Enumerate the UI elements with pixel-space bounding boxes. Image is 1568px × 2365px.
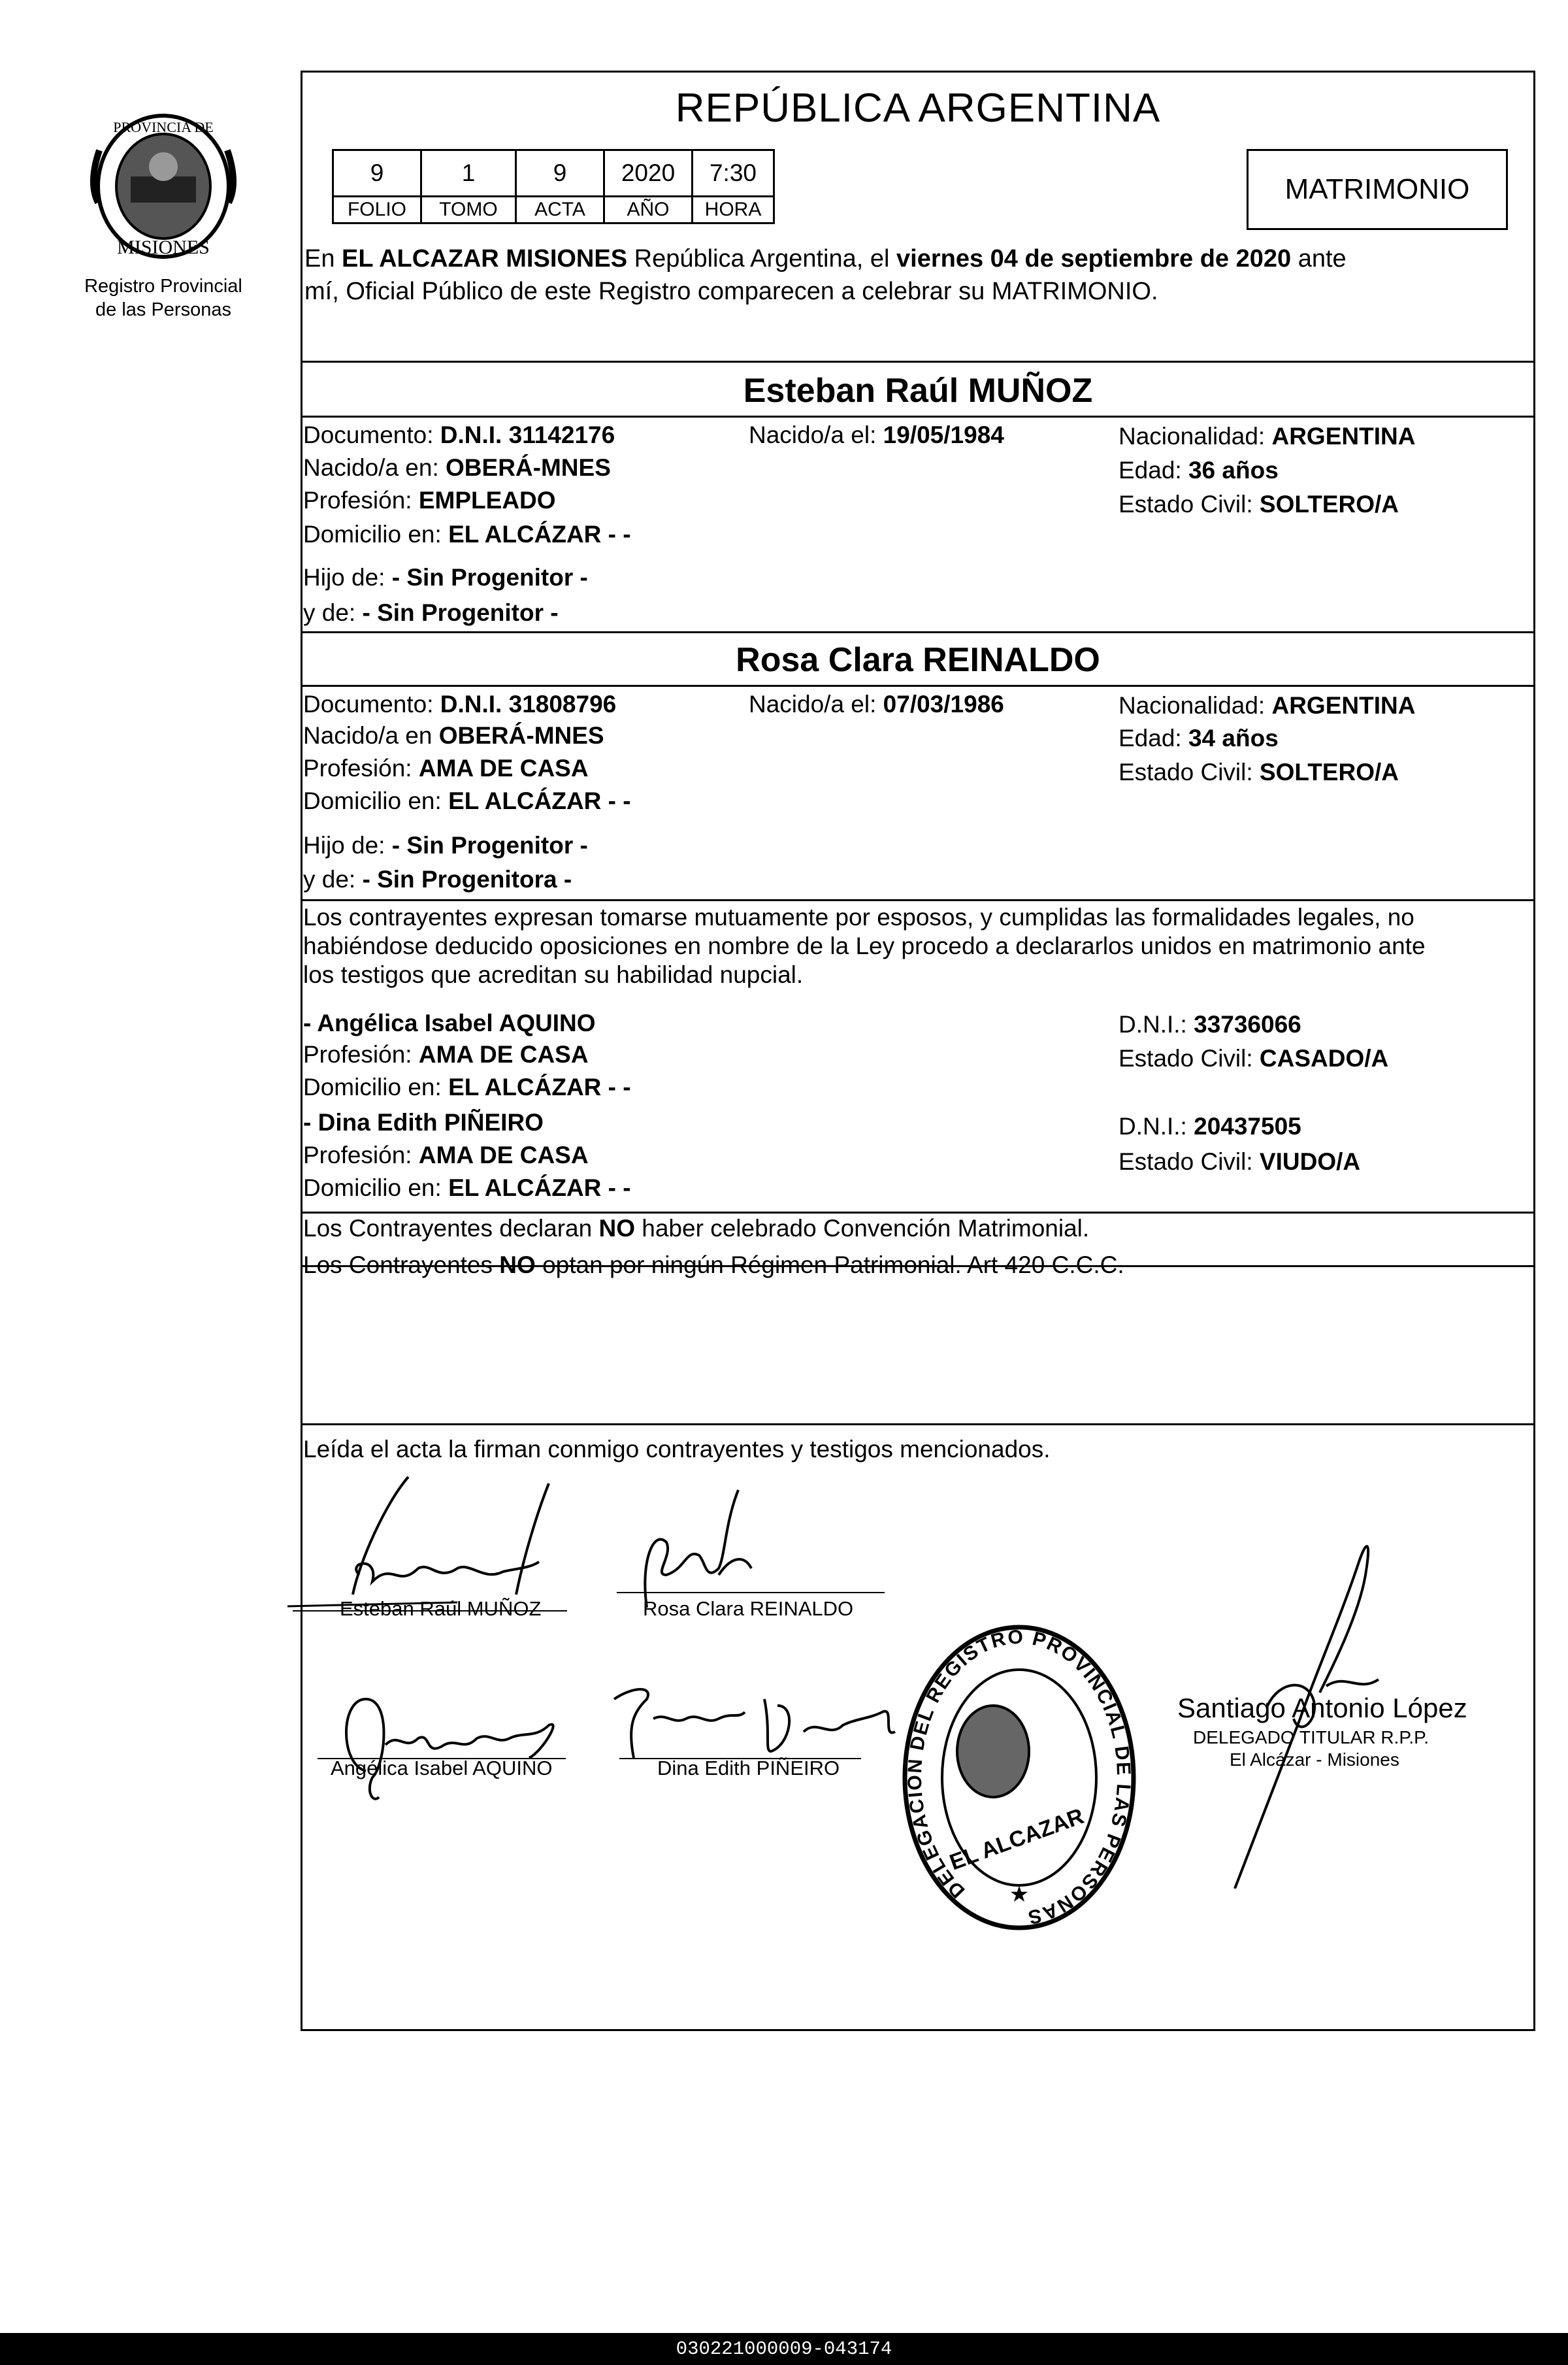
stamp-center-text: EL ALCAZAR xyxy=(946,1803,1087,1876)
field-label: Nacionalidad: xyxy=(1119,423,1272,450)
field-value: ARGENTINA xyxy=(1271,423,1416,450)
spouse2-domicile xyxy=(303,787,631,816)
closing-statement: Leída el acta la firman conmigo contrayentes y testigos mencionados. xyxy=(303,1436,1051,1463)
spouse1-nationality xyxy=(1119,422,1415,451)
field-value: D.N.I. 31808796 xyxy=(440,691,617,718)
ano-label: AÑO xyxy=(604,197,693,223)
acta-value: 9 xyxy=(516,150,604,197)
field-label: Hijo de: xyxy=(303,564,392,591)
field-value: - Sin Progenitor - xyxy=(362,599,559,626)
field-value: 36 años xyxy=(1188,457,1279,484)
field-value: OBERÁ-MNES xyxy=(446,454,611,481)
spouse2-birthplace xyxy=(303,721,604,750)
spouse2-nationality xyxy=(1119,691,1415,720)
signature-label-dina: Dina Edith PIÑEIRO xyxy=(657,1757,840,1779)
document-code: 030221000009-043174 xyxy=(676,2338,892,2360)
regime-line2 xyxy=(303,1251,1124,1280)
svg-text:MISIONES: MISIONES xyxy=(117,237,210,258)
field-label: Nacido/a el: xyxy=(749,691,883,718)
field-value: CASADO/A xyxy=(1259,1045,1389,1072)
intro-text: República Argentina, el xyxy=(627,245,897,273)
divider xyxy=(301,361,1535,363)
field-value: SOLTERO/A xyxy=(1259,491,1399,518)
signature-label-rosa: Rosa Clara REINALDO xyxy=(643,1597,854,1620)
field-value: EL ALCÁZAR - - xyxy=(448,1174,631,1201)
spouse2-birthdate xyxy=(749,690,1004,719)
spouse1-profession xyxy=(303,486,556,515)
spouse2-name: Rosa Clara REINALDO xyxy=(736,641,1100,679)
field-label: y de: xyxy=(303,866,363,893)
intro-date: viernes 04 de septiembre de 2020 xyxy=(896,245,1292,273)
intro-place: EL ALCAZAR MISIONES xyxy=(342,245,628,273)
witness2-profession xyxy=(303,1141,589,1170)
regime-emphasis: NO xyxy=(499,1251,536,1278)
officer-title: DELEGADO TITULAR R.P.P. xyxy=(1193,1727,1429,1747)
act-type-label: MATRIMONIO xyxy=(1284,173,1470,205)
divider xyxy=(301,685,1535,687)
folio-value: 9 xyxy=(333,150,421,197)
spouse2-document xyxy=(303,690,616,719)
field-label: Domicilio en: xyxy=(303,521,449,548)
regime-text: optan por ningún Régimen Patrimonial. Art 420 C.C.C. xyxy=(535,1251,1124,1278)
field-label: Nacido/a en: xyxy=(303,454,446,481)
field-value: EL ALCÁZAR - - xyxy=(448,521,631,548)
witness1-domicile xyxy=(303,1073,631,1102)
spouse1-document xyxy=(303,421,615,450)
field-label: Domicilio en: xyxy=(303,787,449,814)
field-value: AMA DE CASA xyxy=(418,1041,589,1068)
regime-emphasis: NO xyxy=(598,1215,635,1242)
field-label: Edad: xyxy=(1119,457,1188,484)
witness2-dni xyxy=(1119,1112,1301,1141)
hora-label: HORA xyxy=(693,197,774,223)
ano-value: 2020 xyxy=(604,150,693,197)
field-label: Documento: xyxy=(303,691,440,718)
spouse1-birthplace xyxy=(303,454,611,482)
officer-place: El Alcázar - Misiones xyxy=(1230,1749,1399,1770)
declaration-line1: Los contrayentes expresan tomarse mutuamente por esposos, y cumplidas las formalidades legales, no xyxy=(303,904,1414,931)
spouse2-age xyxy=(1119,724,1279,753)
signature-rosa xyxy=(627,1483,784,1614)
acta-label: ACTA xyxy=(516,197,604,223)
declaration-line2: habiéndose deducido oposiciones en nombre de la Ley procedo a declararlos unidos en matrimonio ante xyxy=(303,933,1426,959)
field-value: - Sin Progenitor - xyxy=(391,564,588,591)
signature-angelica xyxy=(327,1673,588,1804)
spouse2-profession xyxy=(303,754,589,783)
spouse2-civil-status xyxy=(1119,758,1399,787)
spouse1-domicile xyxy=(303,520,631,549)
intro-text: ante xyxy=(1291,245,1347,273)
page-title: REPÚBLICA ARGENTINA xyxy=(675,86,1161,131)
registry-caption-line2: de las Personas xyxy=(95,299,231,320)
spouse1-birthdate xyxy=(749,421,1004,450)
field-value: 19/05/1984 xyxy=(883,422,1004,448)
witness1-dni xyxy=(1119,1010,1301,1039)
witness2-civil-status xyxy=(1119,1148,1360,1176)
field-label: Domicilio en: xyxy=(303,1074,449,1100)
signature-label-angelica: Angélica Isabel AQUINO xyxy=(331,1757,553,1779)
province-seal-logo xyxy=(78,105,248,268)
spouse2-parent1 xyxy=(303,831,588,860)
field-label: Nacido/a en xyxy=(303,722,439,749)
hora-value: 7:30 xyxy=(693,150,774,197)
field-value: 07/03/1986 xyxy=(883,691,1004,718)
field-label: Estado Civil: xyxy=(1119,1045,1260,1072)
regime-text: Los Contrayentes xyxy=(303,1251,500,1278)
regime-text: Los Contrayentes declaran xyxy=(303,1215,599,1242)
field-value: 20437505 xyxy=(1194,1113,1301,1140)
field-value: - Sin Progenitor - xyxy=(391,832,588,859)
field-value: ARGENTINA xyxy=(1271,692,1416,719)
field-label: Edad: xyxy=(1119,725,1188,752)
field-label: Profesión: xyxy=(303,1142,419,1168)
field-label: Documento: xyxy=(303,422,440,448)
witness2-domicile xyxy=(303,1174,631,1202)
field-value: VIUDO/A xyxy=(1259,1148,1361,1175)
divider xyxy=(301,899,1535,901)
intro-text: En xyxy=(304,245,342,273)
stamp-ring-text: DELEGACION DEL REGISTRO PROVINCIAL DE LAS PERSONAS xyxy=(904,1626,1135,1928)
field-value: 33736066 xyxy=(1194,1011,1301,1038)
field-value: - Sin Progenitora - xyxy=(362,866,572,893)
document-code-bar xyxy=(0,2333,1568,2365)
field-label: D.N.I.: xyxy=(1119,1011,1194,1038)
field-value: 34 años xyxy=(1188,725,1279,752)
tomo-value: 1 xyxy=(421,150,516,197)
official-stamp xyxy=(895,1621,1143,1934)
signature-label-esteban: Esteban Raúl MUÑOZ xyxy=(340,1597,542,1620)
witness1-name: - Angélica Isabel AQUINO xyxy=(303,1010,596,1036)
field-label: Domicilio en: xyxy=(303,1174,449,1201)
intro-line2: mí, Oficial Público de este Registro comparecen a celebrar su MATRIMONIO. xyxy=(304,278,1158,305)
spouse1-parent1 xyxy=(303,563,588,592)
tomo-label: TOMO xyxy=(421,197,516,223)
divider xyxy=(301,1423,1535,1425)
field-label: Hijo de: xyxy=(303,832,392,859)
field-value: AMA DE CASA xyxy=(418,1142,589,1168)
field-label: Estado Civil: xyxy=(1119,759,1260,786)
stamp-star: ★ xyxy=(1009,1882,1030,1907)
officer-name: Santiago Antonio López xyxy=(1177,1693,1467,1723)
signature-line xyxy=(617,1592,885,1593)
field-label: D.N.I.: xyxy=(1119,1113,1194,1140)
field-value: EMPLEADO xyxy=(418,487,556,514)
field-value: D.N.I. 31142176 xyxy=(440,422,615,448)
divider xyxy=(301,631,1535,633)
field-label: Profesión: xyxy=(303,487,419,514)
field-label: Profesión: xyxy=(303,755,419,782)
registry-caption-line1: Registro Provincial xyxy=(84,276,242,297)
field-label: Estado Civil: xyxy=(1119,1148,1260,1175)
spouse1-civil-status xyxy=(1119,490,1399,519)
divider xyxy=(301,416,1535,418)
field-label: Nacido/a el: xyxy=(749,422,883,448)
registry-info-table xyxy=(332,149,775,224)
spouse1-name: Esteban Raúl MUÑOZ xyxy=(743,372,1093,410)
field-value: EL ALCÁZAR - - xyxy=(448,1074,631,1100)
witness1-civil-status xyxy=(1119,1044,1388,1073)
svg-text:PROVINCIA DE: PROVINCIA DE xyxy=(113,119,214,135)
folio-label: FOLIO xyxy=(333,197,421,223)
field-label: y de: xyxy=(303,599,363,626)
spouse1-parent2 xyxy=(303,599,559,627)
act-type-box xyxy=(1247,149,1508,230)
witness1-profession xyxy=(303,1040,589,1069)
regime-line1 xyxy=(303,1214,1089,1243)
intro-line1 xyxy=(304,244,1347,273)
field-value: OBERÁ-MNES xyxy=(438,722,604,749)
field-value: AMA DE CASA xyxy=(418,755,589,782)
witness2-name: - Dina Edith PIÑEIRO xyxy=(303,1109,544,1136)
spouse1-age xyxy=(1119,456,1279,485)
divider xyxy=(301,1212,1535,1214)
field-value: SOLTERO/A xyxy=(1259,759,1399,786)
field-label: Nacionalidad: xyxy=(1119,692,1272,719)
field-label: Profesión: xyxy=(303,1041,419,1068)
declaration-line3: los testigos que acreditan su habilidad nupcial. xyxy=(303,961,804,988)
regime-text: haber celebrado Convención Matrimonial. xyxy=(635,1215,1090,1242)
field-label: Estado Civil: xyxy=(1119,491,1260,518)
field-value: EL ALCÁZAR - - xyxy=(448,787,631,814)
spouse2-parent2 xyxy=(303,865,572,894)
